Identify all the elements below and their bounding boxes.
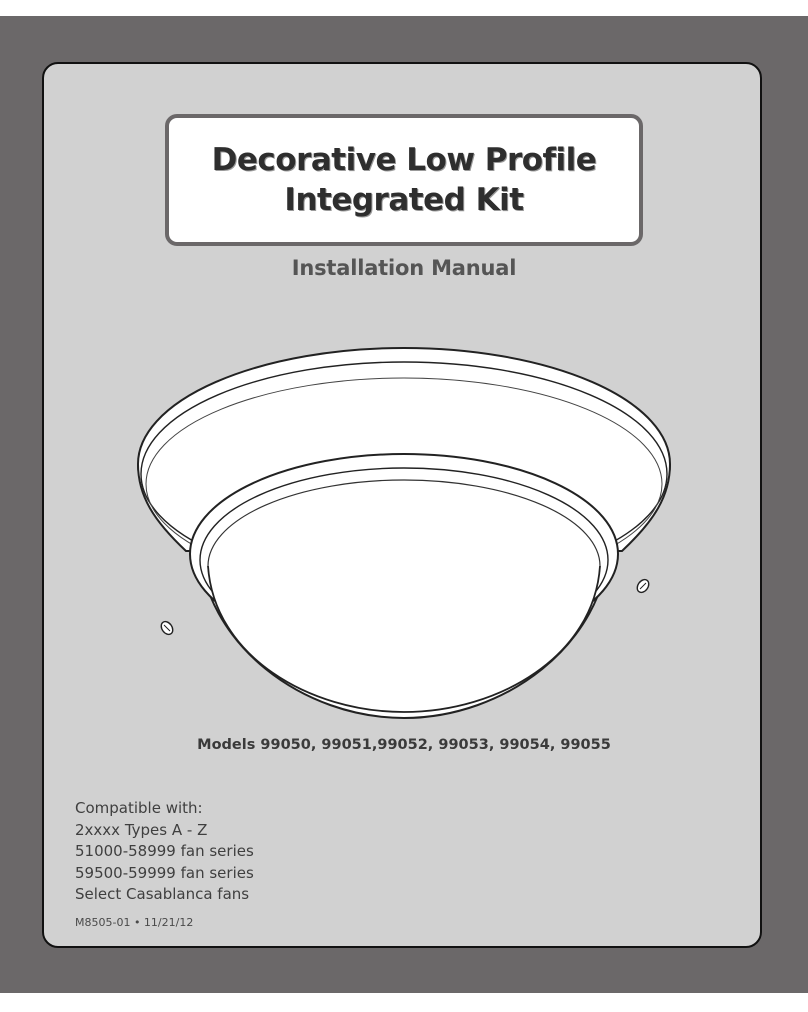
compatibility-item: Select Casablanca fans <box>75 885 250 903</box>
set-screw-left-icon <box>159 619 175 636</box>
compatibility-item: 2xxxx Types A - Z <box>75 820 208 839</box>
compatibility-heading: Compatible with: <box>75 799 203 817</box>
model-numbers: Models 99050, 99051,99052, 99053, 99054, 99055 <box>197 737 611 753</box>
compatibility-item: 59500-59999 fan series <box>75 863 254 882</box>
glass-body <box>208 566 600 712</box>
compatibility-item: 51000-58999 fan series <box>75 842 254 860</box>
compatibility-list <box>75 798 254 906</box>
cover-outer-frame <box>0 16 808 993</box>
title-line-1: Decorative Low Profile <box>211 142 597 178</box>
subtitle: Installation Manual <box>291 256 517 280</box>
cover-panel <box>42 62 762 948</box>
title-line-2: Integrated Kit <box>284 182 524 218</box>
document-id: M8505-01 • 11/21/12 <box>75 916 194 929</box>
title-box <box>165 114 643 246</box>
set-screw-right-icon <box>635 577 651 594</box>
light-fixture-illustration <box>134 346 674 726</box>
